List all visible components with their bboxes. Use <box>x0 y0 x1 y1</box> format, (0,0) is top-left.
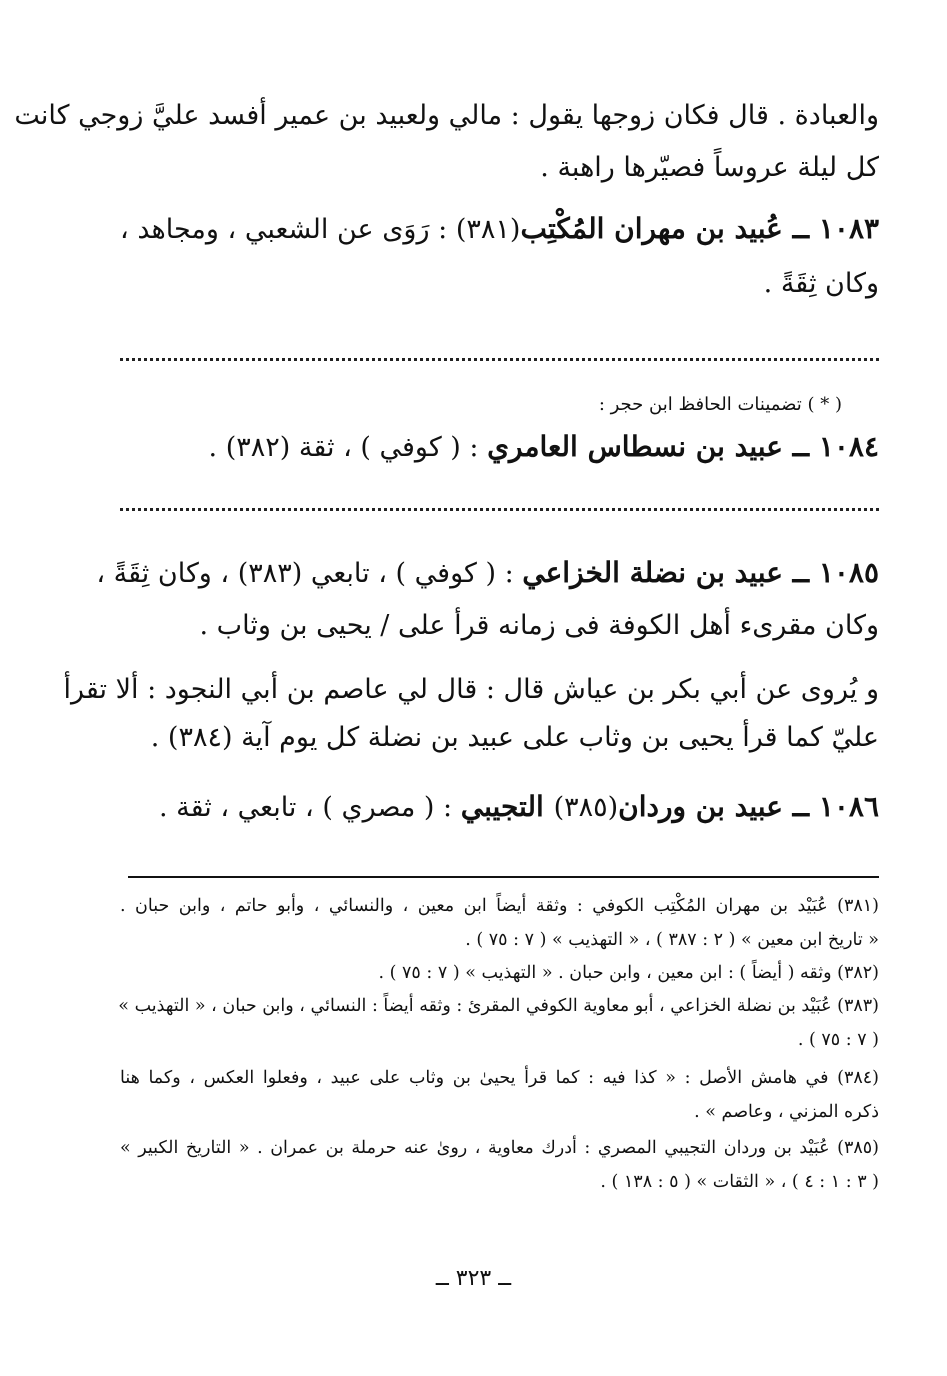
text-line-1: والعبادة . قال فكان زوجها يقول : مالي ولعبيد بن عمير أفسد عليَّ زوجي كانت <box>14 100 879 131</box>
entry-1085 <box>96 556 879 589</box>
footnote-381-line-2: « تاريخ ابن معين » ( ٢ : ٣٨٧ ) ، « التهذيب » ( ٧ : ٧٥ ) . <box>465 930 879 950</box>
footnote-381-line-1: (٣٨١) عُبَيْد بن مهران المُكْتِب الكوفي : وثقة أيضاً ابن معين ، والنسائي ، وأبو حاتم ، وابن حبان . <box>120 896 879 916</box>
entry-1085-cont: وكان مقرىء أهل الكوفة فى زمانه قرأ على / يحيى بن وثاب . <box>199 610 879 641</box>
entry-1086 <box>120 790 879 823</box>
footnote-ref: (٣٨١) <box>455 214 521 245</box>
entry-text: : ( كوفي ) ، تابعي (٣٨٣) ، وكان ثِقَةً ، <box>96 558 523 589</box>
entry-text: : ( كوفي ) ، ثقة (٣٨٢) . <box>208 432 488 463</box>
entry-title: ١٠٨٥ ــ عبيد بن نضلة الخزاعي <box>522 556 879 589</box>
footnote-384-line-2: ذكره المزني ، وعاصم » . <box>694 1102 879 1122</box>
footnote-382: (٣٨٢) وثقه ( أيضاً ) : ابن معين ، وابن حبان . « التهذيب » ( ٧ : ٧٥ ) . <box>378 963 879 983</box>
page-number: ــ ٣٢٣ ــ <box>435 1266 512 1291</box>
paragraph-line-1: و يُروى عن أبي بكر بن عياش قال : قال لي عاصم بن أبي النجود : ألا تقرأ <box>63 674 879 705</box>
footnote-385-line-1: (٣٨٥) عُبَيْد بن وردان التجيبي المصري : أدرك معاوية ، روىٰ عنه حرملة بن عمران . « التاريخ الكبير » <box>120 1138 879 1158</box>
entry-title: ١٠٨٤ ــ عبيد بن نسطاس العامري <box>487 430 879 463</box>
entry-1083 <box>120 212 879 245</box>
dotted-divider-bottom <box>120 508 879 511</box>
footnote-383-line-2: ( ٧ : ٧٥ ) . <box>797 1030 879 1050</box>
entry-title-2: التجيبي <box>460 790 554 823</box>
footnote-383-line-1: (٣٨٣) عُبَيْد بن نضلة الخزاعي ، أبو معاوية الكوفي المقرئ : وثقه أيضاً : النسائي ، وابن حبان ، « التهذيب » <box>118 996 879 1016</box>
entry-1083-cont: وكان ثِقَةً . <box>763 268 879 299</box>
footnote-385-line-2: ( ٣ : ١ : ٤ ) ، « الثقات » ( ٥ : ١٣٨ ) . <box>600 1172 879 1192</box>
entry-1084 <box>120 430 879 463</box>
entry-title: ١٠٨٦ ــ عبيد بن وردان <box>618 790 879 823</box>
dotted-divider-top <box>120 358 879 361</box>
tadmin-note: ( * ) تضمينات الحافظ ابن حجر : <box>598 394 842 415</box>
entry-title: ١٠٨٣ ــ عُبيد بن مهران المُكْتِب <box>520 212 880 245</box>
entry-text: : رَوَى عن الشعبي ، ومجاهد ، <box>120 214 456 245</box>
paragraph-line-2: عليّ كما قرأ يحيى بن وثاب على عبيد بن نضلة كل يوم آية (٣٨٤) . <box>150 722 879 753</box>
footnote-ref: (٣٨٥) <box>553 792 619 823</box>
footnote-rule <box>128 876 879 878</box>
entry-text: : ( مصري ) ، تابعي ، ثقة . <box>158 792 461 823</box>
text-line-2: كل ليلة عروساً فصيّرها راهبة . <box>540 152 879 183</box>
footnote-384-line-1: (٣٨٤) في هامش الأصل : « كذا فيه : كما قرأ يحيىٰ بن وثاب على عبيد ، وفعلوا العكس ، وكما هنا <box>120 1068 879 1088</box>
